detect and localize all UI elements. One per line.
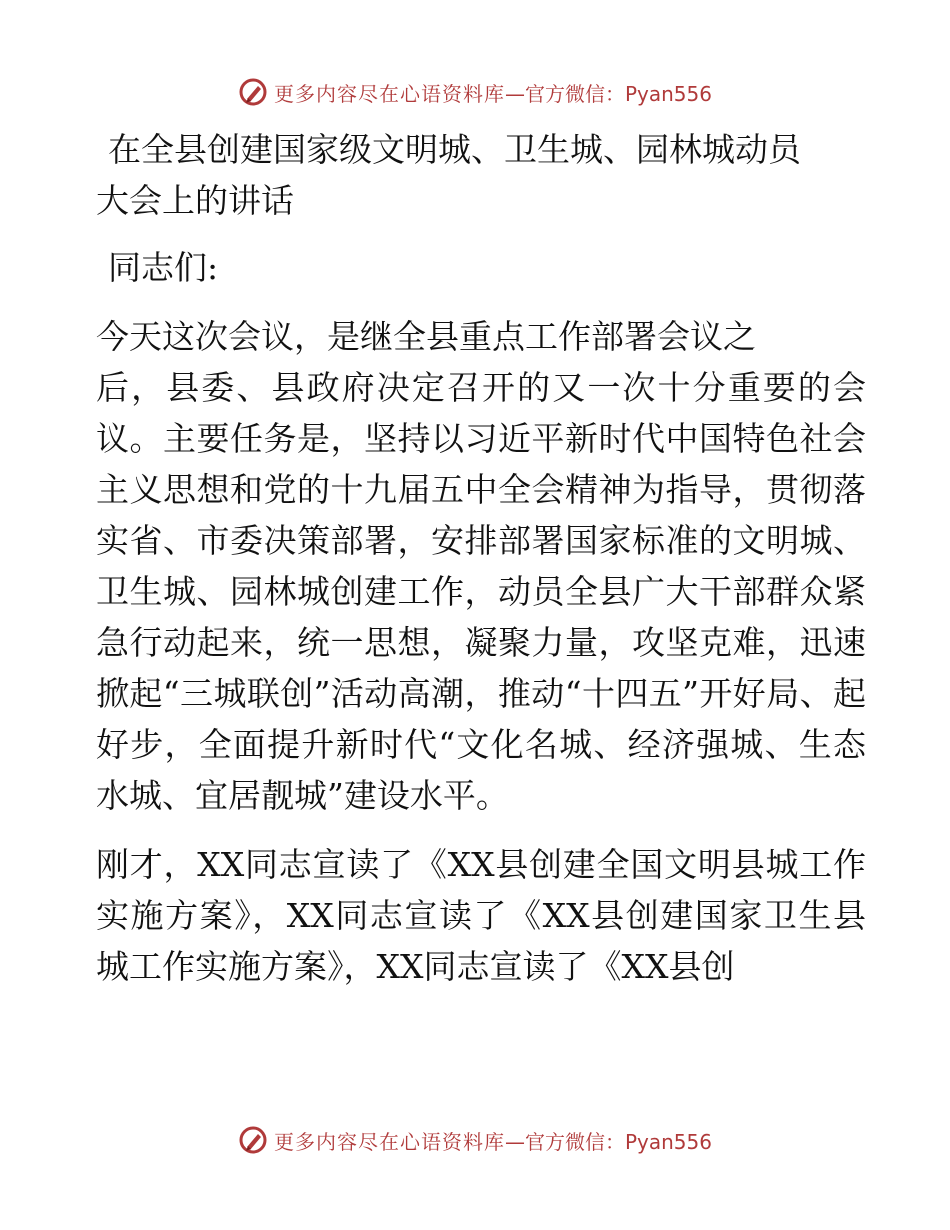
banner-site-text: 更多内容尽在心语资料库 <box>273 1129 505 1154</box>
header-watermark-banner <box>0 72 950 112</box>
document-body <box>96 124 866 992</box>
footer-watermark-banner <box>0 1120 950 1160</box>
paragraph-1-body: 后，县委、县政府决定召开的又一次十分重要的会议。主要任务是，坚持以习近平新时代中国特色社会主义思想和党的十九届五中全会精神为指导，贯彻落实省、市委决策部署，安排部署国家标准的文明城、卫生城、园林城创建工作，动员全县广大干部群众紧急行动起来，统一思想，凝聚力量，攻坚克难，迅速掀起“三城联创”活动高潮，推动“十四五”开好局、起好步，全面提升新时代“文化名城、经济强城、生态水城、宜居靓城”建设水平。 <box>96 368 866 815</box>
pen-logo-icon <box>238 77 268 107</box>
paragraph-1-first-line: 今天这次会议，是继全县重点工作部署会议之 <box>96 317 756 356</box>
pen-logo-icon <box>238 1125 268 1155</box>
title-line-1: 在全县创建国家级文明城、卫生城、园林城动员 <box>108 130 801 169</box>
banner-wechat-text: —官方微信：Pyan556 <box>504 81 712 106</box>
document-title <box>96 124 866 226</box>
title-line-2: 大会上的讲话 <box>96 181 294 220</box>
banner-wechat-text: —官方微信：Pyan556 <box>504 1129 712 1154</box>
banner-site-text: 更多内容尽在心语资料库 <box>273 81 505 106</box>
paragraph-2: 刚才，XX同志宣读了《XX县创建全国文明县城工作实施方案》，XX同志宣读了《XX县创建国家卫生县城工作实施方案》，XX同志宣读了《XX县创 <box>96 845 866 986</box>
paragraph-1 <box>96 311 866 821</box>
greeting: 同志们: <box>108 248 219 287</box>
